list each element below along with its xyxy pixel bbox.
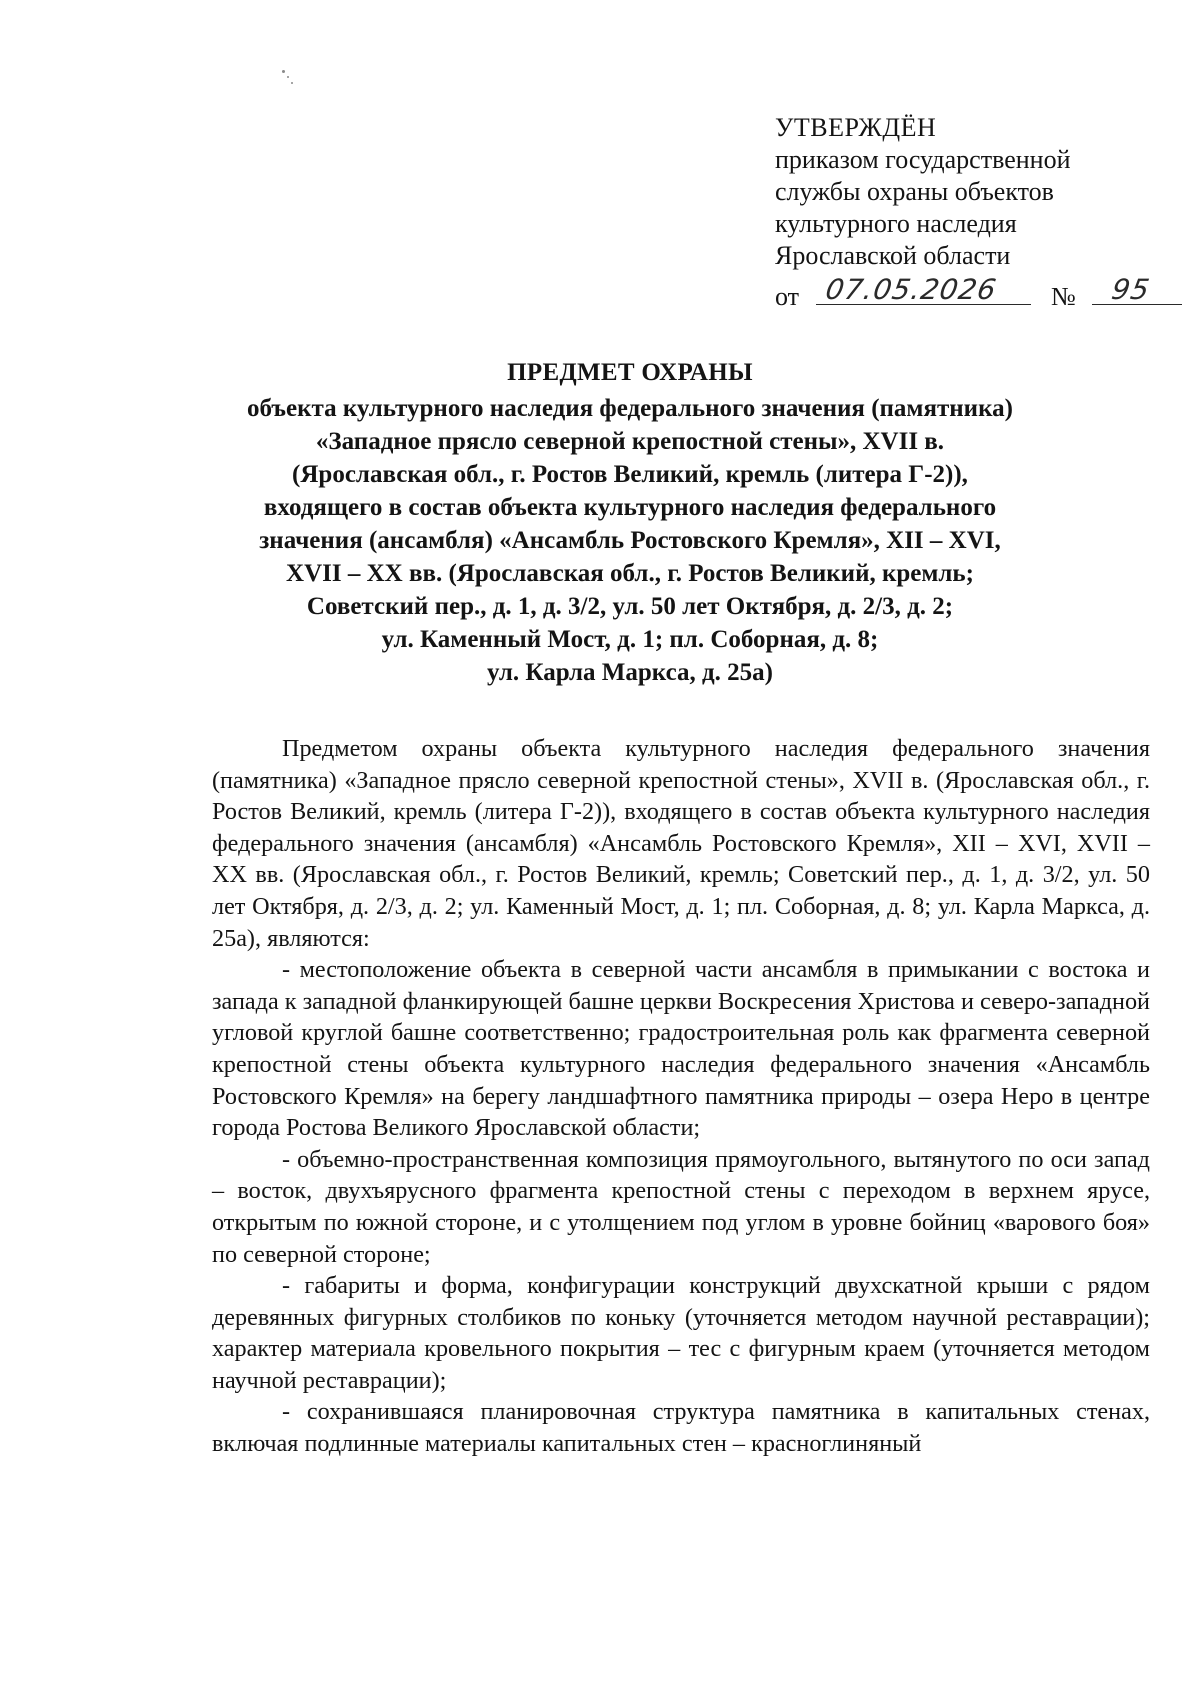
document-title: ПРЕДМЕТ ОХРАНЫ	[507, 359, 753, 386]
handwritten-date: 07.05.2026	[822, 273, 999, 306]
subtitle-line: объекта культурного наследия федерального значения (памятника)	[247, 395, 1013, 422]
body-paragraph-intro: Предметом охраны объекта культурного наследия федерального значения (памятника) «Западное прясло северной крепостной стены», XVII в. (Ярославская обл., г. Ростов Великий, кремль (литера Г-2)), входящего в состав объекта культурного наследия федерального значения (ансамбля) «Ансамбль Ростовского Кремля», XII – XVI, XVII – XX вв. (Ярославская обл., г. Ростов Великий, кремль; Советский пер., д. 1, д. 3/2, ул. 50 лет Октября, д. 2/3, д. 2; ул. Каменный Мост, д. 1; пл. Соборная, д. 8; ул. Карла Маркса, д. 25а), являются:	[212, 735, 1150, 952]
subtitle-line: значения (ансамбля) «Ансамбль Ростовского Кремля», XII – XVI,	[259, 527, 1001, 554]
number-blank	[1092, 274, 1182, 305]
body-paragraph-item: - объемно-пространственная композиция прямоугольного, вытянутого по оси запад – восток, двухъярусного фрагмента крепостной стены с переходом в верхнем ярусе, открытым по южной стороне, и с утолщением под углом в уровне бойниц «варового боя» по северной стороне;	[212, 1145, 1150, 1268]
body-paragraph-item: - местоположение объекта в северной части ансамбля в примыкании с востока и запада к западной фланкирующей башне церкви Воскресения Христова и северо-западной угловой круглой башне соответственно; градостроительная роль как фрагмента северной крепостной стены объекта культурного наследия федерального значения «Ансамбль Ростовского Кремля» на берегу ландшафтного памятника природы – озера Неро в центре города Ростова Великого Ярославской области;	[212, 956, 1150, 1142]
approval-stamp-block	[775, 112, 1175, 313]
subtitle-line: Советский пер., д. 1, д. 3/2, ул. 50 лет Октября, д. 2/3, д. 2;	[306, 593, 954, 620]
subtitle-line: ул. Карла Маркса, д. 25а)	[487, 659, 773, 686]
subtitle-line: ул. Каменный Мост, д. 1; пл. Соборная, д. 8;	[381, 626, 879, 653]
title-block	[130, 358, 1130, 689]
approval-line: службы охраны объектов	[775, 177, 1054, 206]
approval-line: культурного наследия	[775, 209, 1017, 238]
approval-heading: УТВЕРЖДЁН	[775, 113, 937, 142]
scan-speck	[282, 70, 285, 73]
document-body	[212, 733, 1150, 1460]
body-paragraph-item: - сохранившаяся планировочная структура памятника в капитальных стенах, включая подлинные материалы капитальных стен – красноглиняный	[212, 1398, 1150, 1458]
subtitle-line: XVII – XX вв. (Ярославская обл., г. Ростов Великий, кремль;	[286, 560, 974, 587]
date-label: от	[775, 282, 800, 311]
date-blank	[816, 274, 1031, 305]
approval-line: Ярославской области	[775, 241, 1011, 270]
document-subtitle	[130, 392, 1130, 689]
subtitle-line: (Ярославская обл., г. Ростов Великий, кремль (литера Г-2)),	[292, 461, 968, 488]
approval-line: приказом государственной	[775, 145, 1071, 174]
subtitle-line: входящего в состав объекта культурного наследия федерального	[263, 494, 997, 521]
body-paragraph-item: - габариты и форма, конфигурации конструкций двухскатной крыши с рядом деревянных фигурных столбиков по коньку (уточняется методом научной реставрации); характер материала кровельного покрытия – тес с фигурным краем (уточняется методом научной реставрации);	[212, 1272, 1150, 1394]
number-label: №	[1051, 282, 1076, 311]
scan-speck	[291, 82, 293, 84]
subtitle-line: «Западное прясло северной крепостной стены», XVII в.	[315, 428, 945, 455]
handwritten-number: 95	[1109, 273, 1153, 306]
approval-date-number-row	[775, 274, 1175, 313]
scan-speck	[287, 76, 289, 78]
